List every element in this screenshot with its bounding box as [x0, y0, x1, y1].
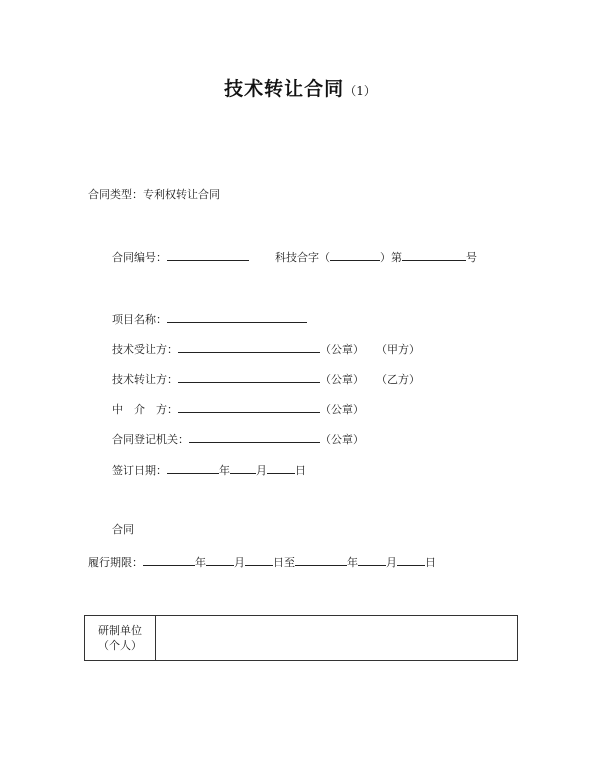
intermediary-label: 中 介 方： — [112, 403, 178, 416]
transferee-row — [112, 341, 420, 357]
transferee-blank[interactable] — [178, 341, 320, 353]
intermediary-seal: （公章） — [320, 403, 364, 416]
term-label: 履行期限： — [88, 556, 143, 569]
project-name-label: 项目名称： — [112, 313, 167, 326]
sign-year-blank[interactable] — [167, 462, 219, 474]
party-b-label: （乙方） — [376, 373, 420, 386]
term-end-month-unit: 月 — [386, 556, 397, 569]
sign-day-unit: 日 — [295, 464, 306, 477]
registration-seal: （公章） — [320, 433, 364, 446]
transferor-blank[interactable] — [178, 371, 320, 383]
intermediary-row — [112, 401, 364, 417]
term-start-month-unit: 月 — [234, 556, 245, 569]
title-number: （1） — [344, 84, 376, 98]
transferee-seal: （公章） — [320, 343, 364, 356]
sci-contract-close: ）第 — [380, 251, 402, 264]
contract-type-row — [88, 188, 220, 202]
term-end-year-blank[interactable] — [295, 554, 347, 566]
contract-type-label: 合同类型： — [88, 188, 143, 201]
sci-number-suffix: 号 — [466, 251, 477, 264]
term-end-day-blank[interactable] — [397, 554, 425, 566]
project-name-row — [112, 311, 307, 327]
page-title — [0, 74, 600, 101]
registration-label: 合同登记机关： — [112, 433, 189, 446]
sign-day-blank[interactable] — [267, 462, 295, 474]
sign-month-blank[interactable] — [230, 462, 256, 474]
sign-date-label: 签订日期： — [112, 464, 167, 477]
project-name-blank[interactable] — [167, 311, 307, 323]
sign-date-row — [112, 462, 306, 478]
sci-contract-label: 科技合字（ — [275, 251, 330, 264]
term-end-year-unit: 年 — [347, 556, 358, 569]
party-a-label: （甲方） — [376, 343, 420, 356]
term-end-month-blank[interactable] — [358, 554, 386, 566]
contract-type-value: 专利权转让合同 — [143, 188, 220, 201]
transferor-seal: （公章） — [320, 373, 364, 386]
term-row — [88, 554, 436, 570]
contract-number-blank[interactable] — [167, 249, 249, 261]
term-start-day-unit: 日至 — [273, 556, 295, 569]
sci-contract-blank[interactable] — [330, 249, 380, 261]
unit-value-cell[interactable] — [156, 616, 518, 661]
title-main: 技术转让合同 — [224, 78, 345, 100]
registration-row — [112, 431, 364, 447]
term-end-day-unit: 日 — [425, 556, 436, 569]
unit-label-line2: （个人） — [98, 639, 142, 652]
term-start-month-blank[interactable] — [206, 554, 234, 566]
term-start-year-blank[interactable] — [143, 554, 195, 566]
unit-table — [84, 615, 518, 661]
sign-year-unit: 年 — [219, 464, 230, 477]
unit-label-cell — [85, 616, 156, 661]
sign-month-unit: 月 — [256, 464, 267, 477]
contract-number-row — [112, 249, 477, 265]
contract-number-label: 合同编号： — [112, 251, 167, 264]
term-start-year-unit: 年 — [195, 556, 206, 569]
term-start-day-blank[interactable] — [245, 554, 273, 566]
contract-word: 合同 — [112, 523, 134, 536]
unit-label-line1: 研制单位 — [98, 624, 142, 637]
intermediary-blank[interactable] — [178, 401, 320, 413]
transferee-label: 技术受让方： — [112, 343, 178, 356]
transferor-row — [112, 371, 420, 387]
sci-number-blank[interactable] — [402, 249, 466, 261]
transferor-label: 技术转让方： — [112, 373, 178, 386]
registration-blank[interactable] — [189, 431, 320, 443]
